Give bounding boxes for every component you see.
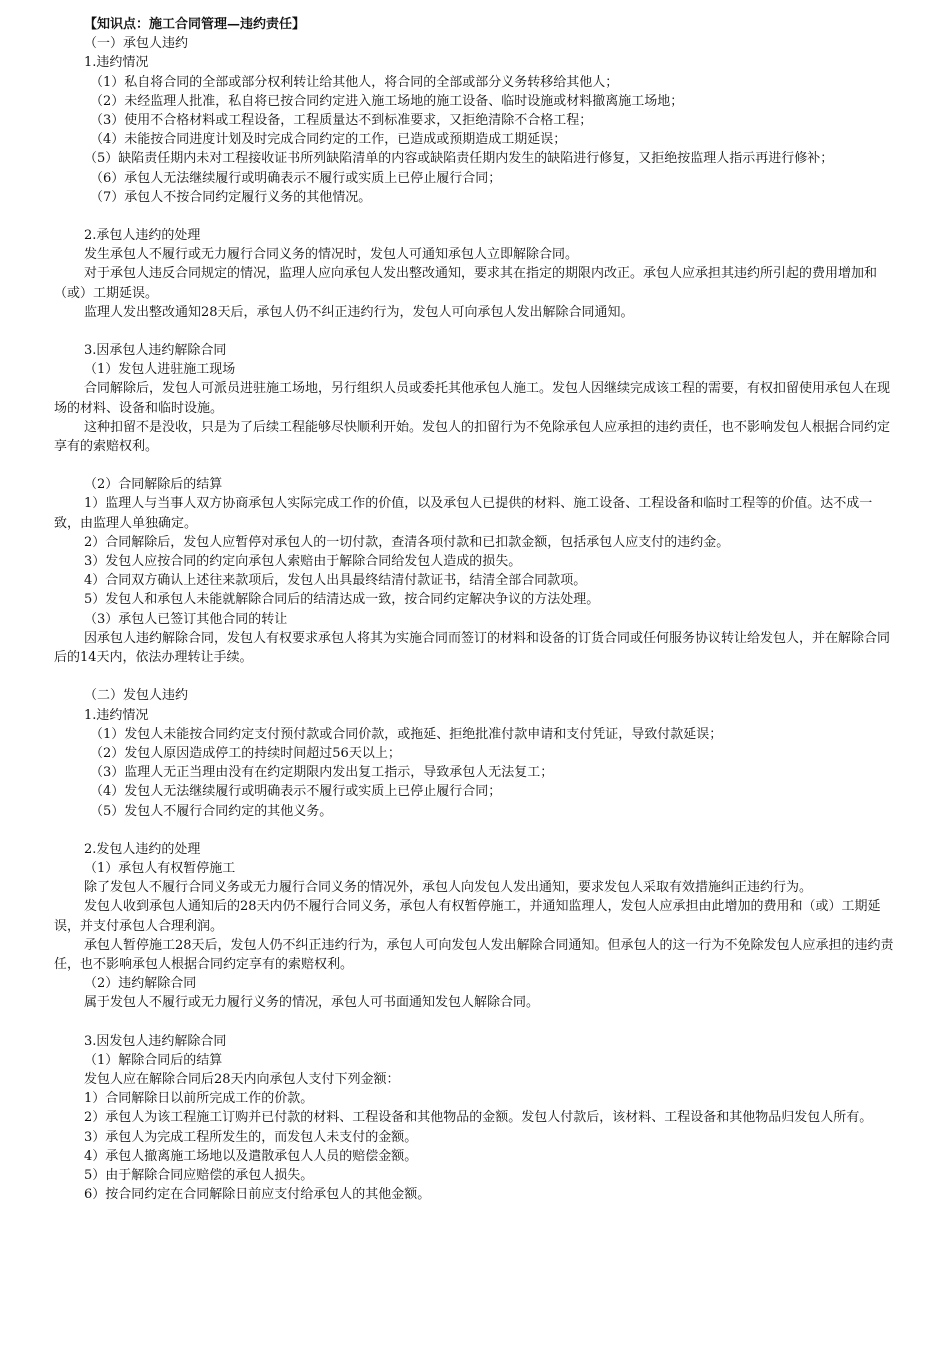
paragraph: 1.违约情况 (84, 55, 149, 71)
paragraph: 1）监理人与当事人双方协商承包人实际完成工作的价值，以及承包人已提供的材料、施工设备、工程设备和临时工程等的价值。达不成一致，由监理人单独确定。 (54, 496, 873, 531)
paragraph: （1）发包人未能按合同约定支付预付款或合同价款，或拖延、拒绝批准付款申请和支付凭证，导致付款延误； (90, 726, 723, 742)
paragraph: （4）未能按合同进度计划及时完成合同约定的工作，已造成或预期造成工期延误； (90, 132, 567, 148)
paragraph: （1）发包人进驻施工现场 (84, 362, 236, 378)
paragraph: （3）承包人已签订其他合同的转让 (84, 611, 288, 627)
blank-line (54, 667, 896, 686)
paragraph: 属于发包人不履行或无力履行义务的情况，承包人可书面通知发包人解除合同。 (84, 995, 540, 1011)
paragraph: 除了发包人不履行合同义务或无力履行合同义务的情况外，承包人向发包人发出通知，要求发包人采取有效措施纠正违约行为。 (84, 880, 813, 896)
paragraph: 5）由于解除合同应赔偿的承包人损失。 (84, 1167, 314, 1183)
paragraph: 6）按合同约定在合同解除日前应支付给承包人的其他金额。 (84, 1187, 431, 1203)
blank-line (54, 1013, 896, 1032)
paragraph: （3）使用不合格材料或工程设备，工程质量达不到标准要求，又拒绝清除不合格工程； (90, 113, 593, 129)
paragraph: （3）监理人无正当理由没有在约定期限内发出复工指示，导致承包人无法复工； (90, 765, 554, 781)
paragraph: 1）合同解除日以前所完成工作的价款。 (84, 1091, 314, 1107)
blank-line (54, 322, 896, 341)
paragraph: 5）发包人和承包人未能就解除合同后的结清达成一致，按合同约定解决争议的方法处理。 (84, 592, 600, 608)
paragraph: 3.因发包人违约解除合同 (84, 1033, 227, 1049)
paragraph: （7）承包人不按合同约定履行义务的其他情况。 (90, 189, 372, 205)
paragraph: （2）合同解除后的结算 (84, 477, 223, 493)
paragraph: （2）未经监理人批准，私自将已按合同约定进入施工场地的施工设备、临时设施或材料撤离施工场地； (90, 93, 684, 109)
paragraph: 因承包人违约解除合同，发包人有权要求承包人将其为实施合同而签订的材料和设备的订货合同或任何服务协议转让给发包人，并在解除合同后的14天内，依法办理转让手续。 (54, 630, 891, 666)
paragraph: 3）发包人应按合同的约定向承包人索赔由于解除合同给发包人造成的损失。 (84, 554, 522, 570)
paragraph: 这种扣留不是没收，只是为了后续工程能够尽快顺利开始。发包人的扣留行为不免除承包人应承担的违约责任，也不影响发包人根据合同约定享有的索赔权利。 (54, 419, 891, 455)
paragraph: 合同解除后，发包人可派员进驻施工场地，另行组织人员或委托其他承包人施工。发包人因继续完成该工程的需要，有权扣留使用承包人在现场的材料、设备和临时设施。 (54, 381, 891, 416)
paragraph: 监理人发出整改通知28天后，承包人仍不纠正违约行为，发包人可向承包人发出解除合同通知。 (84, 304, 634, 320)
paragraph: 对于承包人违反合同规定的情况，监理人应向承包人发出整改通知，要求其在指定的期限内改正。承包人应承担其违约所引起的费用增加和（或）工期延误。 (54, 266, 878, 301)
paragraph: （2）发包人原因造成停工的持续时间超过56天以上； (90, 745, 401, 761)
paragraph: 2.承包人违约的处理 (84, 228, 201, 244)
paragraph: 4）承包人撤离施工场地以及遣散承包人人员的赔偿金额。 (84, 1148, 418, 1164)
paragraph: （6）承包人无法继续履行或明确表示不履行或实质上已停止履行合同； (90, 170, 502, 186)
paragraph: 发包人收到承包人通知后的28天内仍不履行合同义务，承包人有权暂停施工，并通知监理人，发包人应承担由此增加的费用和（或）工期延误，并支付承包人合理利润。 (54, 899, 881, 934)
paragraph: （一）承包人违约 (84, 36, 189, 52)
page-title: 【知识点：施工合同管理—违约责任】 (84, 17, 306, 32)
paragraph: （1）解除合同后的结算 (84, 1052, 223, 1068)
paragraph: 3）承包人为完成工程所发生的，而发包人未支付的金额。 (84, 1129, 418, 1145)
paragraph: （5）发包人不履行合同约定的其他义务。 (90, 803, 333, 819)
blank-line (54, 456, 896, 475)
paragraph: 2.发包人违约的处理 (84, 841, 201, 857)
paragraph: 发生承包人不履行或无力履行合同义务的情况时，发包人可通知承包人立即解除合同。 (84, 247, 579, 263)
paragraph: 承包人暂停施工28天后，发包人仍不纠正违约行为，承包人可向发包人发出解除合同通知。但承包人的这一行为不免除发包人应承担的违约责任，也不影响承包人根据合同约定享有的索赔权利。 (54, 937, 894, 972)
blank-line (54, 821, 896, 840)
paragraph: （1）承包人有权暂停施工 (84, 860, 236, 876)
paragraph: （4）发包人无法继续履行或明确表示不履行或实质上已停止履行合同； (90, 784, 502, 800)
paragraph: （2）违约解除合同 (84, 976, 197, 992)
paragraph: （1）私自将合同的全部或部分权利转让给其他人，将合同的全部或部分义务转移给其他人； (90, 74, 619, 90)
blank-line (54, 207, 896, 226)
paragraph: 2）合同解除后，发包人应暂停对承包人的一切付款，查清各项付款和已扣款金额，包括承包人应支付的违约金。 (84, 534, 730, 550)
paragraph: （二）发包人违约 (84, 688, 189, 704)
paragraph: （5）缺陷责任期内未对工程接收证书所列缺陷清单的内容或缺陷责任期内发生的缺陷进行修复，又拒绝按监理人指示再进行修补； (84, 151, 834, 167)
paragraph: 2）承包人为该工程施工订购并已付款的材料、工程设备和其他物品的金额。发包人付款后，该材料、工程设备和其他物品归发包人所有。 (84, 1110, 873, 1126)
paragraph: 1.违约情况 (84, 707, 149, 723)
paragraph: 3.因承包人违约解除合同 (84, 343, 227, 359)
paragraph: 发包人应在解除合同后28天内向承包人支付下列金额： (84, 1071, 400, 1087)
paragraph: 4）合同双方确认上述往来款项后，发包人出具最终结清付款证书，结清全部合同款项。 (84, 573, 587, 589)
